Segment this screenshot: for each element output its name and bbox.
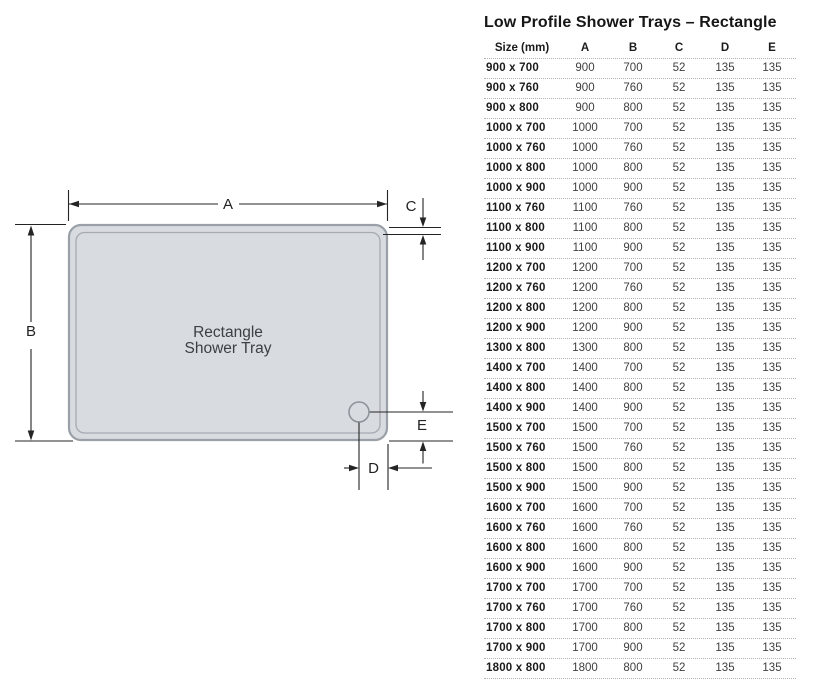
dimension-e <box>389 391 453 464</box>
value-cell: 135 <box>715 502 735 514</box>
table-row <box>484 139 796 159</box>
value-cell: 52 <box>672 582 686 594</box>
value-cell: 135 <box>715 382 735 394</box>
size-cell: 1300 x 800 <box>486 342 546 354</box>
value-cell: 1500 <box>572 442 598 454</box>
value-cell: 135 <box>762 362 782 374</box>
value-cell: 900 <box>623 242 643 254</box>
value-cell: 135 <box>715 222 735 234</box>
value-cell: 135 <box>762 342 782 354</box>
value-cell: 52 <box>672 122 686 134</box>
value-cell: 52 <box>672 422 686 434</box>
value-cell: 52 <box>672 182 686 194</box>
drain-circle <box>349 402 369 422</box>
value-cell: 135 <box>762 442 782 454</box>
value-cell: 900 <box>623 642 643 654</box>
value-cell: 760 <box>623 82 643 94</box>
value-cell: 135 <box>762 182 782 194</box>
table-title: Low Profile Shower Trays – Rectangle <box>484 14 777 31</box>
value-cell: 1700 <box>572 622 598 634</box>
table-row <box>484 339 796 359</box>
value-cell: 135 <box>715 62 735 74</box>
value-cell: 135 <box>762 662 782 674</box>
value-cell: 135 <box>715 542 735 554</box>
value-cell: 135 <box>762 222 782 234</box>
column-header-b: B <box>628 42 638 54</box>
column-header-a: A <box>580 42 590 54</box>
value-cell: 135 <box>715 342 735 354</box>
value-cell: 52 <box>672 82 686 94</box>
value-cell: 135 <box>762 542 782 554</box>
value-cell: 52 <box>672 382 686 394</box>
value-cell: 135 <box>762 482 782 494</box>
value-cell: 135 <box>762 622 782 634</box>
value-cell: 700 <box>623 62 643 74</box>
value-cell: 135 <box>762 142 782 154</box>
table-row <box>484 379 796 399</box>
value-cell: 900 <box>623 482 643 494</box>
table-row <box>484 439 796 459</box>
value-cell: 52 <box>672 622 686 634</box>
tray-label-line1: Rectangle <box>193 324 263 341</box>
size-cell: 1700 x 760 <box>486 602 546 614</box>
spec-table-body <box>484 59 796 679</box>
table-row <box>484 419 796 439</box>
table-row <box>484 199 796 219</box>
value-cell: 135 <box>715 642 735 654</box>
value-cell: 135 <box>715 82 735 94</box>
value-cell: 760 <box>623 442 643 454</box>
value-cell: 52 <box>672 522 686 534</box>
value-cell: 135 <box>715 322 735 334</box>
table-row <box>484 319 796 339</box>
table-row <box>484 159 796 179</box>
size-cell: 1600 x 900 <box>486 562 546 574</box>
value-cell: 135 <box>762 642 782 654</box>
value-cell: 52 <box>672 342 686 354</box>
value-cell: 760 <box>623 522 643 534</box>
value-cell: 135 <box>715 162 735 174</box>
value-cell: 52 <box>672 442 686 454</box>
value-cell: 1700 <box>572 642 598 654</box>
size-cell: 1700 x 800 <box>486 622 546 634</box>
value-cell: 700 <box>623 582 643 594</box>
value-cell: 1500 <box>572 482 598 494</box>
value-cell: 1000 <box>572 162 598 174</box>
value-cell: 135 <box>715 262 735 274</box>
value-cell: 900 <box>623 182 643 194</box>
value-cell: 135 <box>715 142 735 154</box>
spec-table-header <box>484 39 796 59</box>
size-cell: 1400 x 900 <box>486 402 546 414</box>
size-cell: 1200 x 800 <box>486 302 546 314</box>
dim-label-d: D <box>368 460 379 477</box>
size-cell: 1500 x 900 <box>486 482 546 494</box>
value-cell: 135 <box>762 602 782 614</box>
table-row <box>484 299 796 319</box>
value-cell: 900 <box>575 62 595 74</box>
value-cell: 135 <box>762 282 782 294</box>
dim-label-b: B <box>25 323 37 340</box>
value-cell: 135 <box>762 202 782 214</box>
value-cell: 52 <box>672 102 686 114</box>
value-cell: 135 <box>715 462 735 474</box>
value-cell: 1100 <box>572 202 598 214</box>
value-cell: 1700 <box>572 602 598 614</box>
value-cell: 1800 <box>572 662 598 674</box>
value-cell: 135 <box>715 582 735 594</box>
value-cell: 135 <box>762 82 782 94</box>
size-cell: 900 x 760 <box>486 82 539 94</box>
dim-label-c: C <box>405 198 417 215</box>
dim-label-e: E <box>416 417 428 434</box>
value-cell: 800 <box>623 222 643 234</box>
value-cell: 800 <box>623 542 643 554</box>
table-row <box>484 239 796 259</box>
value-cell: 52 <box>672 462 686 474</box>
size-cell: 900 x 800 <box>486 102 539 114</box>
value-cell: 52 <box>672 562 686 574</box>
value-cell: 900 <box>623 402 643 414</box>
value-cell: 135 <box>762 462 782 474</box>
value-cell: 1500 <box>572 462 598 474</box>
size-cell: 1200 x 760 <box>486 282 546 294</box>
value-cell: 760 <box>623 142 643 154</box>
value-cell: 1700 <box>572 582 598 594</box>
value-cell: 800 <box>623 342 643 354</box>
table-row <box>484 579 796 599</box>
table-row <box>484 539 796 559</box>
value-cell: 1400 <box>572 402 598 414</box>
value-cell: 135 <box>762 502 782 514</box>
value-cell: 800 <box>623 622 643 634</box>
size-cell: 1500 x 800 <box>486 462 546 474</box>
value-cell: 900 <box>575 102 595 114</box>
value-cell: 135 <box>715 522 735 534</box>
value-cell: 135 <box>715 182 735 194</box>
value-cell: 1600 <box>572 542 598 554</box>
value-cell: 135 <box>762 402 782 414</box>
size-cell: 1200 x 900 <box>486 322 546 334</box>
size-cell: 1100 x 800 <box>486 222 545 234</box>
value-cell: 52 <box>672 602 686 614</box>
value-cell: 900 <box>623 562 643 574</box>
dimension-b <box>15 225 73 442</box>
value-cell: 135 <box>715 122 735 134</box>
table-row <box>484 559 796 579</box>
column-header-c: C <box>674 42 684 54</box>
value-cell: 135 <box>715 422 735 434</box>
table-row <box>484 459 796 479</box>
value-cell: 52 <box>672 322 686 334</box>
column-header-e: E <box>768 42 776 54</box>
value-cell: 1600 <box>572 562 598 574</box>
value-cell: 800 <box>623 162 643 174</box>
table-row <box>484 659 796 679</box>
value-cell: 135 <box>762 62 782 74</box>
value-cell: 135 <box>715 242 735 254</box>
value-cell: 760 <box>623 202 643 214</box>
value-cell: 800 <box>623 382 643 394</box>
value-cell: 700 <box>623 502 643 514</box>
value-cell: 1100 <box>572 242 598 254</box>
value-cell: 1200 <box>572 282 598 294</box>
value-cell: 52 <box>672 242 686 254</box>
value-cell: 52 <box>672 482 686 494</box>
value-cell: 760 <box>623 282 643 294</box>
table-row <box>484 59 796 79</box>
size-cell: 1400 x 800 <box>486 382 546 394</box>
value-cell: 135 <box>762 322 782 334</box>
value-cell: 52 <box>672 662 686 674</box>
table-row <box>484 359 796 379</box>
value-cell: 800 <box>623 662 643 674</box>
value-cell: 135 <box>762 242 782 254</box>
size-cell: 1200 x 700 <box>486 262 546 274</box>
value-cell: 135 <box>762 162 782 174</box>
value-cell: 700 <box>623 422 643 434</box>
size-cell: 1800 x 800 <box>486 662 546 674</box>
value-cell: 135 <box>715 202 735 214</box>
value-cell: 135 <box>715 282 735 294</box>
value-cell: 135 <box>715 662 735 674</box>
value-cell: 1400 <box>572 362 598 374</box>
value-cell: 1500 <box>572 422 598 434</box>
value-cell: 52 <box>672 282 686 294</box>
value-cell: 1200 <box>572 302 598 314</box>
value-cell: 1300 <box>572 342 598 354</box>
dimension-a <box>69 190 388 221</box>
table-row <box>484 119 796 139</box>
value-cell: 135 <box>715 402 735 414</box>
table-row <box>484 639 796 659</box>
value-cell: 135 <box>762 422 782 434</box>
value-cell: 135 <box>715 622 735 634</box>
size-cell: 1100 x 760 <box>486 202 545 214</box>
table-row <box>484 599 796 619</box>
size-cell: 1700 x 900 <box>486 642 546 654</box>
size-cell: 1500 x 760 <box>486 442 546 454</box>
value-cell: 1000 <box>572 182 598 194</box>
value-cell: 52 <box>672 202 686 214</box>
dimension-c <box>383 198 441 260</box>
value-cell: 52 <box>672 222 686 234</box>
column-header-size: Size (mm) <box>494 42 550 54</box>
value-cell: 52 <box>672 262 686 274</box>
value-cell: 1200 <box>572 262 598 274</box>
value-cell: 800 <box>623 302 643 314</box>
table-row <box>484 519 796 539</box>
value-cell: 135 <box>762 382 782 394</box>
dim-label-a: A <box>222 196 234 213</box>
table-row <box>484 619 796 639</box>
value-cell: 52 <box>672 142 686 154</box>
size-cell: 1100 x 900 <box>486 242 545 254</box>
table-row <box>484 259 796 279</box>
table-row <box>484 399 796 419</box>
spec-table-panel <box>484 14 796 679</box>
table-row <box>484 479 796 499</box>
value-cell: 52 <box>672 642 686 654</box>
value-cell: 1600 <box>572 522 598 534</box>
value-cell: 135 <box>762 122 782 134</box>
table-row <box>484 219 796 239</box>
value-cell: 1200 <box>572 322 598 334</box>
value-cell: 900 <box>575 82 595 94</box>
value-cell: 760 <box>623 602 643 614</box>
value-cell: 52 <box>672 502 686 514</box>
size-cell: 1400 x 700 <box>486 362 546 374</box>
value-cell: 135 <box>715 362 735 374</box>
table-row <box>484 79 796 99</box>
value-cell: 52 <box>672 302 686 314</box>
size-cell: 1000 x 700 <box>486 122 546 134</box>
value-cell: 1600 <box>572 502 598 514</box>
value-cell: 135 <box>762 102 782 114</box>
value-cell: 1100 <box>572 222 598 234</box>
value-cell: 52 <box>672 162 686 174</box>
value-cell: 135 <box>715 442 735 454</box>
value-cell: 700 <box>623 262 643 274</box>
tray-label-line2: Shower Tray <box>184 340 272 357</box>
size-cell: 1600 x 700 <box>486 502 546 514</box>
value-cell: 135 <box>715 562 735 574</box>
size-cell: 1700 x 700 <box>486 582 546 594</box>
value-cell: 52 <box>672 542 686 554</box>
value-cell: 135 <box>715 302 735 314</box>
value-cell: 135 <box>715 602 735 614</box>
value-cell: 135 <box>762 522 782 534</box>
size-cell: 1000 x 760 <box>486 142 546 154</box>
table-row <box>484 499 796 519</box>
size-cell: 1600 x 800 <box>486 542 546 554</box>
value-cell: 52 <box>672 62 686 74</box>
value-cell: 135 <box>762 262 782 274</box>
size-cell: 900 x 700 <box>486 62 539 74</box>
table-row <box>484 179 796 199</box>
value-cell: 1000 <box>572 142 598 154</box>
value-cell: 900 <box>623 322 643 334</box>
column-header-d: D <box>720 42 730 54</box>
value-cell: 135 <box>762 302 782 314</box>
value-cell: 52 <box>672 362 686 374</box>
size-cell: 1000 x 900 <box>486 182 546 194</box>
table-row <box>484 279 796 299</box>
value-cell: 135 <box>762 582 782 594</box>
size-cell: 1000 x 800 <box>486 162 546 174</box>
size-cell: 1500 x 700 <box>486 422 546 434</box>
value-cell: 135 <box>762 562 782 574</box>
value-cell: 1400 <box>572 382 598 394</box>
value-cell: 135 <box>715 102 735 114</box>
value-cell: 800 <box>623 462 643 474</box>
value-cell: 1000 <box>572 122 598 134</box>
size-cell: 1600 x 760 <box>486 522 546 534</box>
table-row <box>484 99 796 119</box>
value-cell: 700 <box>623 362 643 374</box>
value-cell: 700 <box>623 122 643 134</box>
value-cell: 135 <box>715 482 735 494</box>
value-cell: 52 <box>672 402 686 414</box>
value-cell: 800 <box>623 102 643 114</box>
